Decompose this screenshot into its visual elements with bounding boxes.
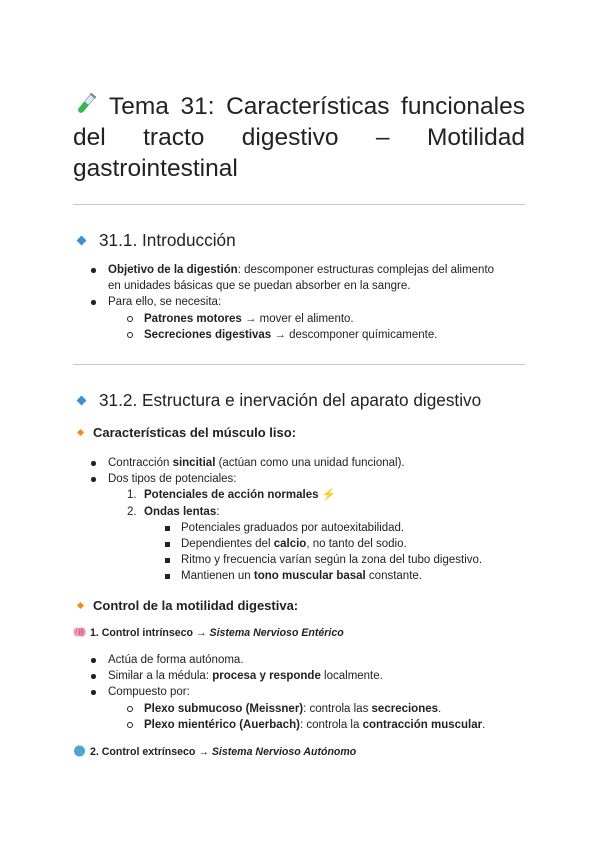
bullet-disc xyxy=(91,477,96,482)
list-item: Plexo submucoso (Meissner): controla las secreciones. xyxy=(73,701,525,717)
bullet-disc xyxy=(91,268,96,273)
smooth-muscle-list xyxy=(73,455,525,585)
list-item: Potenciales graduados por autoexitabilidad. xyxy=(73,520,525,536)
section-heading-text: 31.1. Introducción xyxy=(99,230,236,250)
heading-intrinsic-control: 1. Control intrínseco → Sistema Nervioso Entérico xyxy=(73,625,344,641)
list-item: Similar a la médula: procesa y responde localmente. xyxy=(73,668,525,684)
subheading-motility-control: Control de la motilidad digestiva: xyxy=(78,597,298,615)
subheading-smooth-muscle: Características del músculo liso: xyxy=(78,424,296,442)
heading-extrinsic-control: 2. Control extrínseco → Sistema Nervioso Autónomo xyxy=(73,744,356,760)
bullet-disc xyxy=(91,674,96,679)
list-item: Dos tipos de potenciales: xyxy=(73,471,525,487)
bullet-square xyxy=(165,574,170,579)
bullet-square xyxy=(165,526,170,531)
bullet-circle xyxy=(127,332,133,338)
list-item: Ritmo y frecuencia varían según la zona del tubo digestivo. xyxy=(73,552,525,568)
divider xyxy=(73,364,525,365)
bullet-disc xyxy=(91,461,96,466)
test-tube-icon xyxy=(73,91,99,117)
list-item: Objetivo de la digestión: descomponer estructuras complejas del alimento xyxy=(73,262,525,278)
intro-list xyxy=(73,262,525,343)
list-item: 1. Potenciales de acción normales ⚡ xyxy=(73,487,525,503)
list-item-continuation: en unidades básicas que se puedan absorber en la sangre. xyxy=(108,280,411,293)
list-item: Actúa de forma autónoma. xyxy=(73,652,525,668)
list-item: Mantienen un tono muscular basal constante. xyxy=(73,568,525,584)
bullet-square xyxy=(165,558,170,563)
list-item: Compuesto por: xyxy=(73,684,525,700)
list-item: Plexo mientérico (Auerbach): controla la contracción muscular. xyxy=(73,717,525,733)
bullet-circle xyxy=(127,722,133,728)
bullet-square xyxy=(165,542,170,547)
title-text: Tema 31: Características funcionales del tracto digestivo – Motilidad gastrointestinal xyxy=(73,93,525,182)
lightning-icon: ⚡ xyxy=(321,489,337,502)
list-item: 2. Ondas lentas: xyxy=(73,504,525,520)
bullet-circle xyxy=(127,316,133,322)
list-item: Dependientes del calcio, no tanto del sodio. xyxy=(73,536,525,552)
list-item: Para ello, se necesita: xyxy=(73,294,525,310)
section-heading-text: 31.2. Estructura e inervación del aparato digestivo xyxy=(99,390,482,410)
diamond-icon xyxy=(77,429,84,436)
bullet-disc xyxy=(91,690,96,695)
brain-icon xyxy=(73,626,86,638)
section-heading-structure xyxy=(78,389,481,411)
page-title xyxy=(73,91,525,184)
diamond-icon xyxy=(77,236,87,246)
list-item: Patrones motores → mover el alimento. xyxy=(73,311,525,327)
list-item: Secreciones digestivas → descomponer químicamente. xyxy=(73,327,525,343)
globe-icon xyxy=(73,745,86,757)
intrinsic-control-list xyxy=(73,652,525,733)
divider xyxy=(73,204,525,205)
diamond-icon xyxy=(77,602,84,609)
section-heading-intro xyxy=(78,229,236,251)
bullet-disc xyxy=(91,300,96,305)
bullet-circle xyxy=(127,706,133,712)
bullet-disc xyxy=(91,658,96,663)
list-number: 1. xyxy=(127,489,137,502)
list-item: Contracción sincitial (actúan como una unidad funcional). xyxy=(73,455,525,471)
diamond-icon xyxy=(77,396,87,406)
list-number: 2. xyxy=(127,505,137,518)
